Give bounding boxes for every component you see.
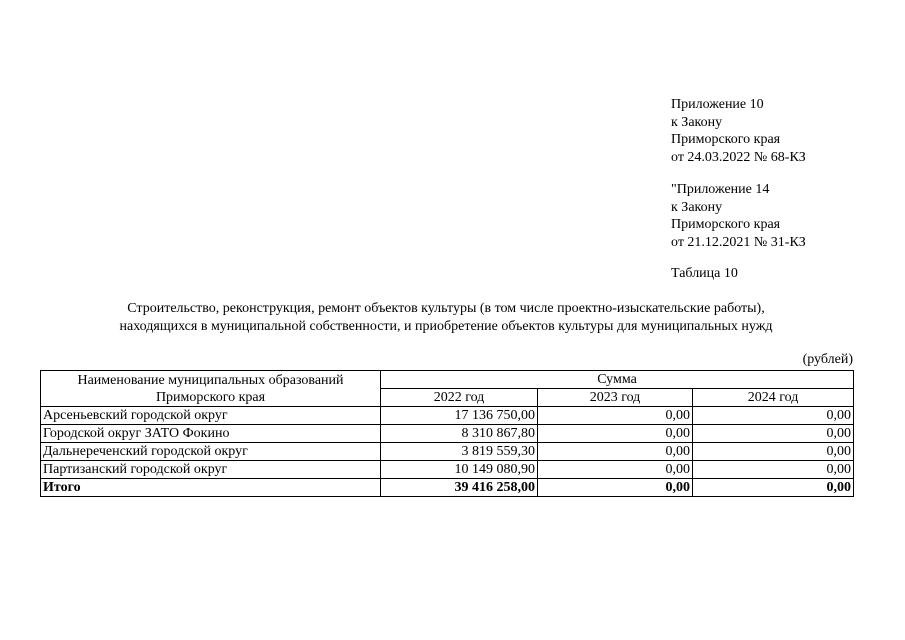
document-title [40, 300, 852, 335]
appendix-14-line-4: от 21.12.2021 № 31-КЗ [671, 234, 806, 250]
appendix-10-line-1: Приложение 10 [671, 97, 764, 112]
row-value-2023: 0,00 [538, 443, 693, 461]
row-value-2024: 0,00 [693, 407, 854, 425]
total-value-2023: 0,00 [538, 479, 693, 497]
header-sum: Сумма [381, 371, 854, 389]
table-row [41, 443, 854, 461]
appendix-10-line-2: к Закону [671, 114, 723, 130]
row-name: Дальнереченский городской округ [41, 443, 381, 461]
row-value-2024: 0,00 [693, 461, 854, 479]
funding-table [40, 370, 854, 497]
row-value-2022: 10 149 080,90 [381, 461, 538, 479]
row-value-2023: 0,00 [538, 461, 693, 479]
table-total-row [41, 479, 854, 497]
row-value-2024: 0,00 [693, 425, 854, 443]
row-value-2024: 0,00 [693, 443, 854, 461]
table-row [41, 407, 854, 425]
appendix-14-line-3: Приморского края [671, 217, 781, 232]
total-value-2024: 0,00 [693, 479, 854, 497]
appendix-10-reference [671, 96, 891, 166]
header-municipality-name: Наименование муниципальных образований Приморского края [41, 371, 381, 407]
row-name: Партизанский городской округ [41, 461, 381, 479]
table-row [41, 461, 854, 479]
appendix-14-reference [671, 181, 891, 251]
unit-label: (рублей) [802, 352, 853, 367]
appendix-10-line-3: Приморского края [671, 132, 781, 147]
document-title-line-1: Строительство, реконструкция, ремонт объектов культуры (в том числе проектно-изыскательские работы), [127, 301, 765, 316]
appendix-14-line-2: к Закону [671, 199, 723, 215]
table-label: Таблица 10 [671, 266, 738, 281]
row-value-2022: 17 136 750,00 [381, 407, 538, 425]
row-value-2023: 0,00 [538, 425, 693, 443]
row-value-2022: 3 819 559,30 [381, 443, 538, 461]
row-value-2023: 0,00 [538, 407, 693, 425]
header-year-2024: 2024 год [693, 389, 854, 407]
document-title-line-2: находящихся в муниципальной собственности, и приобретение объектов культуры для муниципальных нужд [119, 318, 773, 334]
total-value-2022: 39 416 258,00 [381, 479, 538, 497]
row-name: Арсеньевский городской округ [41, 407, 381, 425]
table-header-row [41, 371, 854, 389]
appendix-14-line-1: "Приложение 14 [671, 182, 770, 197]
header-year-2023: 2023 год [538, 389, 693, 407]
table-row [41, 425, 854, 443]
appendix-10-line-4: от 24.03.2022 № 68-КЗ [671, 149, 806, 165]
row-name: Городской округ ЗАТО Фокино [41, 425, 381, 443]
total-label: Итого [41, 479, 381, 497]
row-value-2022: 8 310 867,80 [381, 425, 538, 443]
header-year-2022: 2022 год [381, 389, 538, 407]
